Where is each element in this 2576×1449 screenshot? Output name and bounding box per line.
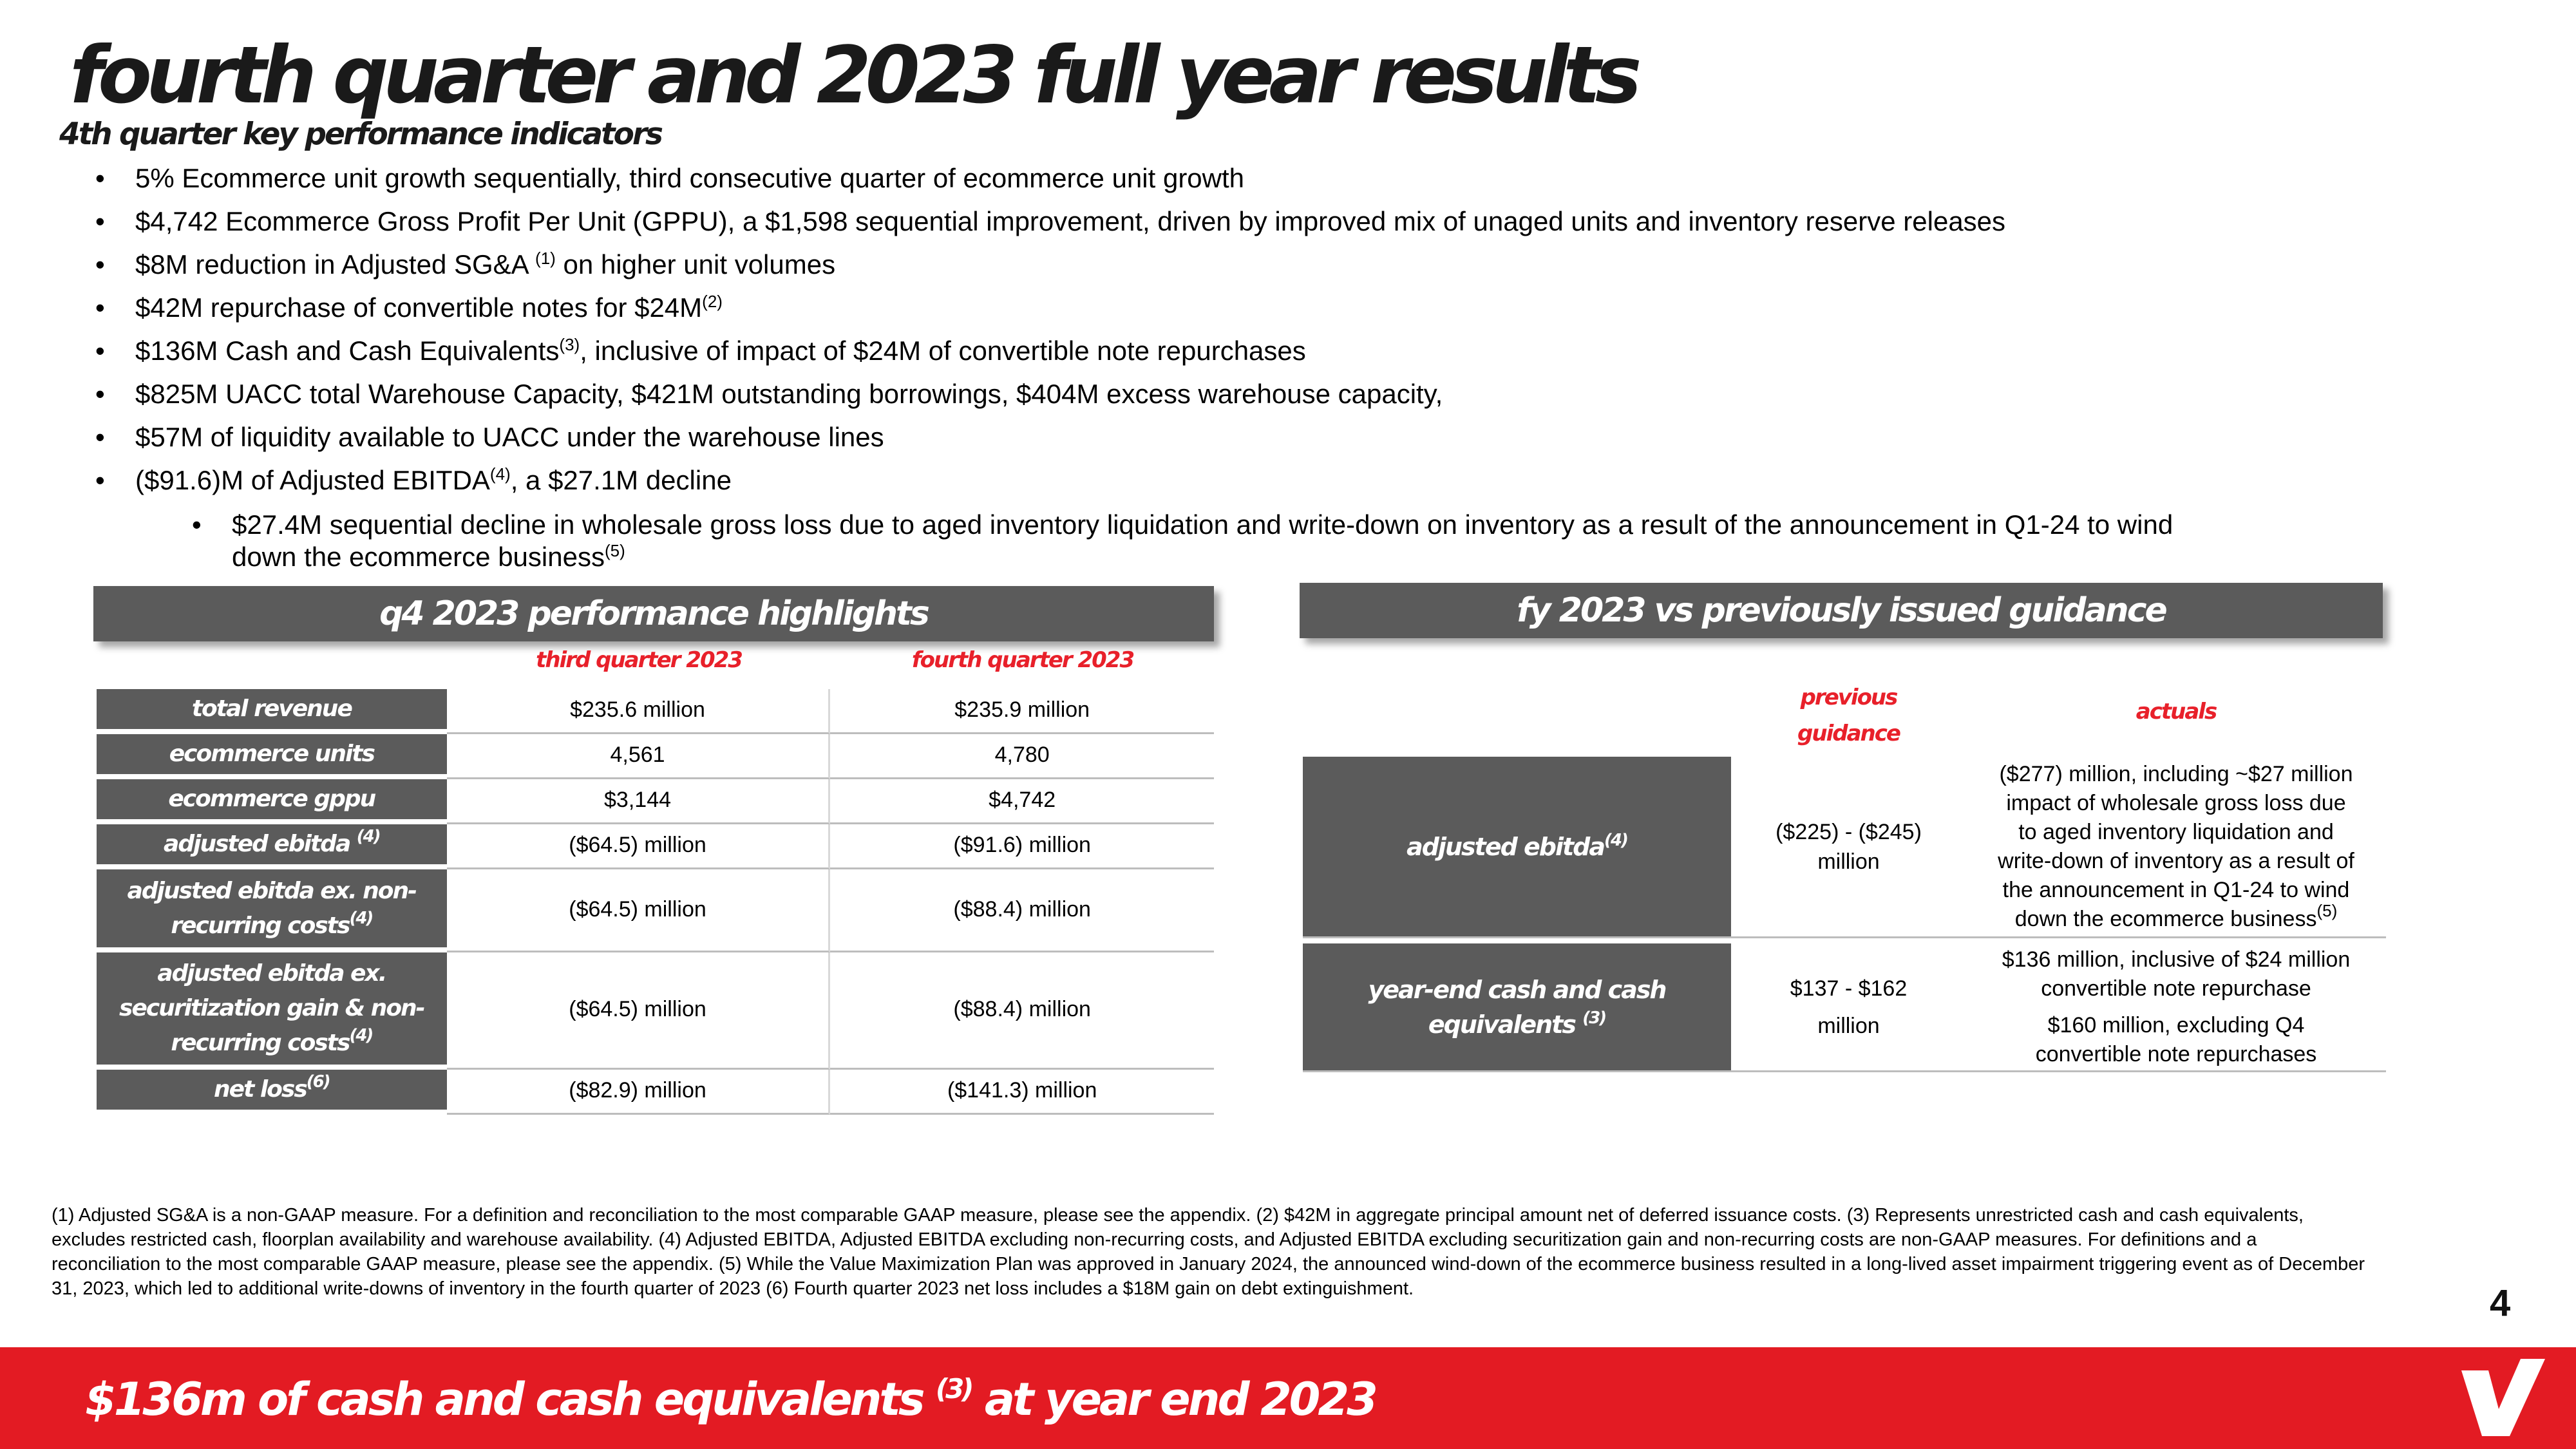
cell-q4: $4,742 [830,779,1214,824]
cell-q3: ($82.9) million [447,1070,831,1115]
kpi-bullet-list [95,162,2478,573]
row-label: adjusted ebitda $^{(4)}$ [97,824,447,864]
cell-q4: ($88.4) million [830,869,1214,952]
cell-q4: ($141.3) million [830,1070,1214,1115]
table-row [97,952,1214,1065]
col-header-actuals: actuals [2136,699,2217,724]
kpi-bullet: • $42M repurchase of convertible notes for $\$24M^{(2)}$ [95,292,723,323]
bullet-dot: • [95,422,105,452]
kpi-bullet: • $4,742 Ecommerce Gross Profit Per Unit (GPPU), a $1,598 sequential improvement, driven by improved mix of unaged units and inventory reserve releases [95,206,2006,236]
bullet-dot: • [95,465,105,495]
cell-q3: 4,561 [447,734,831,779]
footnotes: (1) Adjusted SG&A is a non-GAAP measure. For a definition and reconciliation to the most comparable GAAP measure, please see the appendix. (2) $42M in aggregate principal amount net of deferred issuance costs. (3) Represents unrestricted cash and cash equivalents, excludes restricted cash, floorplan availability and warehouse availability. (4) Adjusted EBITDA, Adjusted EBITDA excluding non-recurring costs, and Adjusted EBITDA excluding securitization gain and non-recurring costs are non-GAAP measures. For definitions and a reconciliation to the most comparable GAAP measure, please see the appendix. (5) While the Value Maximization Plan was approved in January 2024, the announced wind-down of the ecommerce business resulted in a long-lived asset impairment triggering event as of December 31, 2023, which led to additional write-downs of inventory in the fourth quarter of 2023 (6) Fourth quarter 2023 net loss includes a $18M gain on debt extinguishment. [52,1205,2365,1299]
table-row [97,734,1214,774]
row-label: adjusted ebitda ex. securitization gain & non-recurring costs$^{(4)}$ [97,952,447,1065]
kpi-bullet: • 5% Ecommerce unit growth sequentially, third consecutive quarter of ecommerce unit growth [95,163,1245,193]
cell-q3: ($64.5) million [447,824,831,869]
q4-highlights-header: q4 2023 performance highlights [93,586,1214,641]
kpi-bullet: • $57M of liquidity available to UACC under the warehouse lines [95,422,884,452]
cell-q4: $235.9 million [830,689,1214,734]
col-header-q3: third quarter 2023 [536,647,742,673]
table-row [97,689,1214,729]
row-label: ecommerce units [97,734,447,774]
col-header-q4: fourth quarter 2023 [911,647,1134,673]
cell-q3: $3,144 [447,779,831,824]
table-row [97,869,1214,947]
table-row [1303,943,2386,1072]
cell-previous-guidance: $137 - $162 million [1790,976,1908,1038]
bullet-dot: • [95,249,105,279]
row-label: net loss$^{(6)}$ [97,1070,447,1110]
cell-q3: $235.6 million [447,689,831,734]
kpi-sub-bullet: • $27.4M sequential decline in wholesale gross loss due to aged inventory liquidation and write-down on inventory as a result of the announcement in Q1-24 to wind down the ecommerce business$^{(5)}$ [192,509,2174,572]
bullet-dot: • [192,509,202,540]
row-label: total revenue [97,689,447,729]
page-title: fourth quarter and 2023 full year results [70,30,1636,121]
page-number: 4 [2490,1282,2511,1324]
cell-actuals: ($277) million, including ~$27 million impact of wholesale gross loss due to aged inventory liquidation and write-down of inventory as a result of the announcement in Q1-24 to wind down the ecommerce business$^{(5)}$ [1998,761,2354,931]
bullet-dot: • [95,379,105,409]
bullet-dot: • [95,163,105,193]
kpi-bullet: • $136M Cash and Cash Equivalents$^{(3)}$, inclusive of impact of $24M of convertible note repurchases [95,335,1306,366]
col-header-previous-guidance: previous guidance [1797,685,1900,746]
footer-banner [0,1347,2576,1449]
fy-guidance-header: fy 2023 vs previously issued guidance [1300,583,2383,638]
footer-text: $136m of cash and cash equivalents $^{(3)}$ at year end 2023 [85,1373,1376,1426]
cell-q4: 4,780 [830,734,1214,779]
cell-q4: ($88.4) million [830,952,1214,1070]
cell-actuals: $136 million, inclusive of $24 million convertible note repurchase $160 million, excluding Q4 convertible note repurchases [2002,947,2351,1066]
fy-guidance-table [1303,757,2386,1072]
kpi-bullet: • $8M reduction in Adjusted SG&A $^{(1)}$ on higher unit volumes [95,249,836,279]
row-label: ecommerce gppu [97,779,447,819]
kpi-bullet: • $825M UACC total Warehouse Capacity, $421M outstanding borrowings, $404M excess warehouse capacity, [95,379,1443,409]
table-row [1303,757,2386,938]
cell-q3: ($64.5) million [447,952,831,1070]
cell-q3: ($64.5) million [447,869,831,952]
cell-previous-guidance: ($225) - ($245) million [1776,819,1922,874]
row-label: adjusted ebitda ex. non-recurring costs$^{(4)}$ [97,869,447,947]
cell-q4: ($91.6) million [830,824,1214,869]
table-row [97,1070,1214,1110]
row-label: year-end cash and cash equivalents $^{(3)}$ [1303,943,1731,1070]
bullet-dot: • [95,292,105,323]
section-subtitle: 4th quarter key performance indicators [59,117,662,152]
brand-logo-icon [2461,1359,2545,1436]
bullet-dot: • [95,206,105,236]
row-label: adjusted ebitda$^{(4)}$ [1303,757,1731,936]
q4-highlights-table [97,689,1214,1115]
table-row [97,824,1214,864]
table-row [97,779,1214,819]
bullet-dot: • [95,336,105,366]
kpi-bullet: • ($91.6)M of Adjusted EBITDA$^{(4)}$, a $27.1M decline [95,464,732,495]
